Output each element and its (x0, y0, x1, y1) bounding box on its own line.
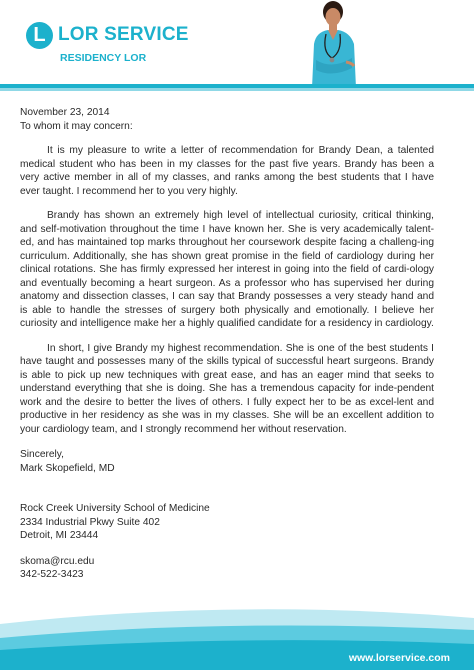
address-line: Rock Creek University School of Medicine (20, 503, 210, 514)
page-header (0, 0, 474, 88)
sender-contact (20, 555, 434, 582)
address-line: 2334 Industrial Pkwy Suite 402 (20, 516, 160, 528)
letter-signature: Mark Skopefield, MD (20, 462, 115, 474)
logo-text: LOR SERVICE (58, 24, 189, 45)
document-subtitle: RESIDENCY LOR (60, 52, 147, 64)
sender-phone: 342-522-3423 (20, 569, 84, 580)
address-line: Detroit, MI 23444 (20, 530, 99, 541)
letter-paragraph: It is my pleasure to write a letter of recommendation for Brandy Dean, a talented medical student who has been in my classes for the past five years. Brandy has been a very active member in all of my classes, and ranks among the best students that I have ever taught. I recommend her to you very highly. (20, 145, 434, 197)
letter-date: November 23, 2014 (20, 107, 110, 118)
logo-icon: L (26, 22, 53, 49)
letter-closing: Sincerely, (20, 449, 64, 460)
header-divider (0, 84, 474, 94)
nurse-illustration-icon (302, 0, 362, 88)
letter-paragraph: Brandy has shown an extremely high level of intellectual curiosity, critical thinking, and self-motivation throughout the time I have known her. She is very academically talent-ed, and has maintained top marks throughout her coursework despite facing a challeng-ing curriculum. Additionally, she has shown great promise in the field of cardiology during her clinical rotations. She has firmly expressed her interest in going into the field of cardi-ology and eventually becoming a heart surgeon. As a professor who has supervised her during anatomy and dissection classes, I can say that Brandy possesses a very steady hand and is able to handle the stresses of surgery both physically and emotionally. I believe her curiosity and intelligence make her a highly qualified candidate for a residency in cardiology. (20, 210, 434, 329)
footer-website-link[interactable]: www.lorservice.com (348, 652, 450, 664)
sender-email: skoma@rcu.edu (20, 555, 95, 567)
letter-paragraph: In short, I give Brandy my highest recommendation. She is one of the best students I have taught and possesses many of the skills typical of successful heart surgeons. Brandy is able to pick up new techniques with great ease, and has an eager mind that seeks to understand everything that she is doing. She has a tremendous capacity for inde-pendent work and the desire to better the lives of others. I fully expect her to be as excel-lent and productive in her residency as she was in my classes. She will be an excellent addition to your cardiology team, and I strongly recommend her without reservation. (20, 342, 434, 435)
sender-address (20, 502, 434, 543)
letter-salutation: To whom it may concern: (20, 120, 133, 132)
letter-body (20, 106, 434, 582)
